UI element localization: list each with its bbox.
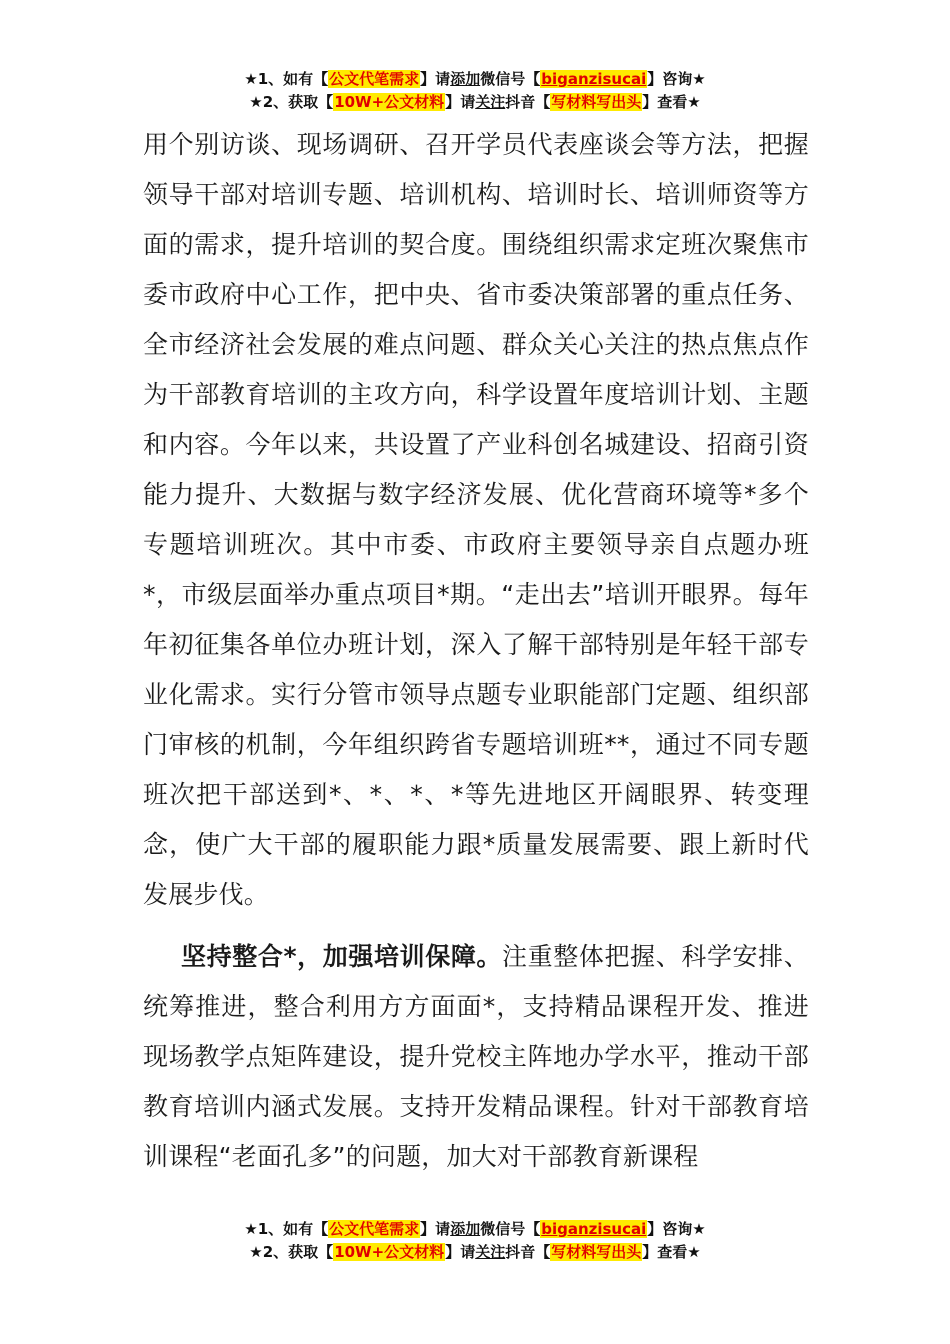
banner-wechat-id: biganzisucai [541,70,647,88]
banner-douyin-account: 写材料写出头 [551,1243,642,1261]
banner-text: 】查看★ [642,1243,701,1261]
banner-text: ★1、如有【 [244,70,329,88]
banner-text: 】查看★ [642,93,701,111]
banner-line-2 [0,91,950,114]
banner-line-2 [0,1241,950,1264]
banner-text: 抖音【 [505,1243,551,1261]
banner-text: 抖音【 [505,93,551,111]
banner-emphasis: 关注 [475,1243,506,1261]
banner-highlight-materials: 10W+公文材料 [334,93,445,111]
banner-text: ★1、如有【 [244,1220,329,1238]
banner-text: ★2、获取【 [249,1243,334,1261]
banner-text: 】咨询★ [647,1220,706,1238]
banner-text: ★2、获取【 [249,93,334,111]
banner-emphasis: 关注 [475,93,506,111]
banner-highlight-service: 公文代笔需求 [329,1220,420,1238]
paragraph-2 [143,932,809,1182]
banner-highlight-service: 公文代笔需求 [329,70,420,88]
header-banner [0,68,950,114]
banner-text: 】请 [420,70,451,88]
banner-emphasis: 添加 [450,1220,481,1238]
paragraph-2-lead: 坚持整合*，加强培训保障。 [181,942,503,971]
paragraph-2-body: 注重整体把握、科学安排、统筹推进，整合利用方方面面*，支持精品课程开发、推进现场教学点矩阵建设，提升党校主阵地办学水平，推动干部教育培训内涵式发展。支持开发精品课程。针对干部教育培训课程“老面孔多”的问题，加大对干部教育新课程 [143,942,809,1171]
banner-line-1 [0,1218,950,1241]
banner-wechat-id: biganzisucai [541,1220,647,1238]
banner-douyin-account: 写材料写出头 [551,93,642,111]
banner-emphasis: 添加 [450,70,481,88]
banner-text: 】请 [445,1243,476,1261]
banner-text: 】请 [420,1220,451,1238]
banner-text: 】咨询★ [647,70,706,88]
banner-highlight-materials: 10W+公文材料 [334,1243,445,1261]
banner-text: 微信号【 [480,70,541,88]
paragraph-1: 用个别访谈、现场调研、召开学员代表座谈会等方法，把握领导干部对培训专题、培训机构、培训时长、培训师资等方面的需求，提升培训的契合度。围绕组织需求定班次聚焦市委市政府中心工作，把中央、省市委决策部署的重点任务、全市经济社会发展的难点问题、群众关心关注的热点焦点作为干部教育培训的主攻方向，科学设置年度培训计划、主题和内容。今年以来，共设置了产业科创名城建设、招商引资能力提升、大数据与数字经济发展、优化营商环境等*多个专题培训班次。其中市委、市政府主要领导亲自点题办班*，市级层面举办重点项目*期。“走出去”培训开眼界。每年年初征集各单位办班计划，深入了解干部特别是年轻干部专业化需求。实行分管市领导点题专业职能部门定题、组织部门审核的机制，今年组织跨省专题培训班**，通过不同专题班次把干部送到*、*、*、*等先进地区开阔眼界、转变理念，使广大干部的履职能力跟*质量发展需要、跟上新时代发展步伐。 [143,130,809,909]
banner-text: 】请 [445,93,476,111]
banner-text: 微信号【 [480,1220,541,1238]
footer-banner [0,1218,950,1264]
banner-line-1 [0,68,950,91]
document-body [143,120,809,1182]
